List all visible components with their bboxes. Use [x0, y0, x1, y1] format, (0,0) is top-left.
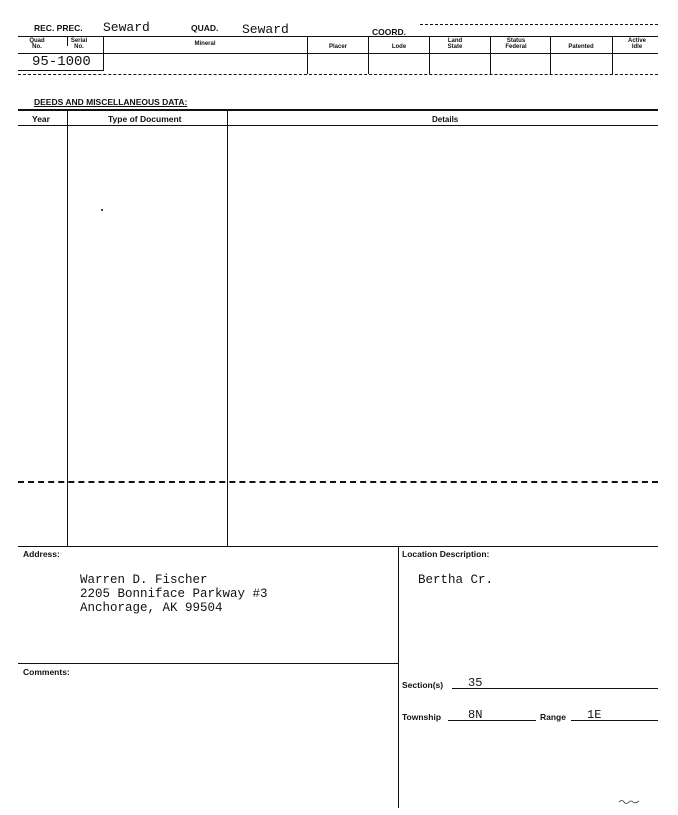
stray-dot	[101, 209, 103, 211]
vline-lode	[368, 36, 369, 74]
quad-serial-value: 95-1000	[32, 54, 91, 70]
quad-label: QUAD.	[191, 23, 219, 33]
vline-placer	[307, 36, 308, 74]
deeds-header-sep	[18, 125, 658, 126]
location-description: Bertha Cr.	[418, 573, 494, 587]
range-underline	[571, 720, 658, 721]
township-label: Township	[402, 712, 442, 722]
address-label: Address:	[23, 549, 60, 559]
comments-label: Comments:	[23, 667, 70, 677]
col-patented: Patented	[568, 44, 594, 50]
col-land-state: Land State	[447, 38, 463, 50]
section-label: Section(s)	[402, 680, 444, 690]
deeds-table-top	[18, 109, 658, 111]
record-box-bottom	[18, 70, 104, 71]
col-lode: Lode	[391, 44, 407, 50]
address-street: 2205 Bonniface Parkway #3	[80, 587, 268, 601]
vline-status	[490, 36, 491, 74]
township-value: 8N	[468, 708, 483, 722]
deeds-dashed-line	[18, 481, 658, 483]
deeds-bottom-line	[18, 546, 658, 547]
quad-value: Seward	[242, 22, 289, 37]
vline-patented	[550, 36, 551, 74]
deeds-section-title: DEEDS AND MISCELLANEOUS DATA:	[34, 97, 188, 107]
township-underline	[448, 720, 536, 721]
comments-top-line	[18, 663, 399, 664]
address-name: Warren D. Fischer	[80, 573, 208, 587]
col-active-idle: Active Idle	[627, 38, 646, 50]
vline-mineral	[103, 36, 104, 71]
location-label: Location Description:	[402, 549, 490, 559]
coord-dashed-line	[420, 24, 658, 25]
col-mineral: Mineral	[194, 41, 216, 47]
section-underline	[452, 688, 658, 689]
deeds-col-year: Year	[32, 114, 50, 124]
col-status-federal: Status Federal	[505, 38, 527, 50]
section-value: 35	[468, 676, 483, 690]
header-table-sep	[18, 53, 658, 54]
col-placer: Placer	[328, 44, 347, 50]
address-location-divider	[398, 546, 399, 808]
deeds-col-type: Type of Document	[108, 114, 182, 124]
vline-land	[429, 36, 430, 74]
rec-prec-label: REC. PREC.	[34, 23, 83, 33]
col-serial-no: Serial No.	[70, 38, 88, 50]
vline-serial	[67, 36, 68, 46]
vline-active	[612, 36, 613, 74]
col-quad-no: Quad No.	[29, 38, 45, 50]
rec-prec-value: Seward	[103, 20, 150, 35]
header-dashed-bottom	[18, 74, 658, 75]
address-city: Anchorage, AK 99504	[80, 601, 223, 615]
header-table-top	[18, 36, 658, 37]
deeds-col-details: Details	[432, 115, 459, 124]
handwritten-mark	[618, 797, 642, 805]
range-label: Range	[540, 712, 566, 722]
address-block	[80, 573, 268, 615]
coord-label: COORD.	[372, 27, 406, 37]
range-value: 1E	[587, 708, 602, 722]
